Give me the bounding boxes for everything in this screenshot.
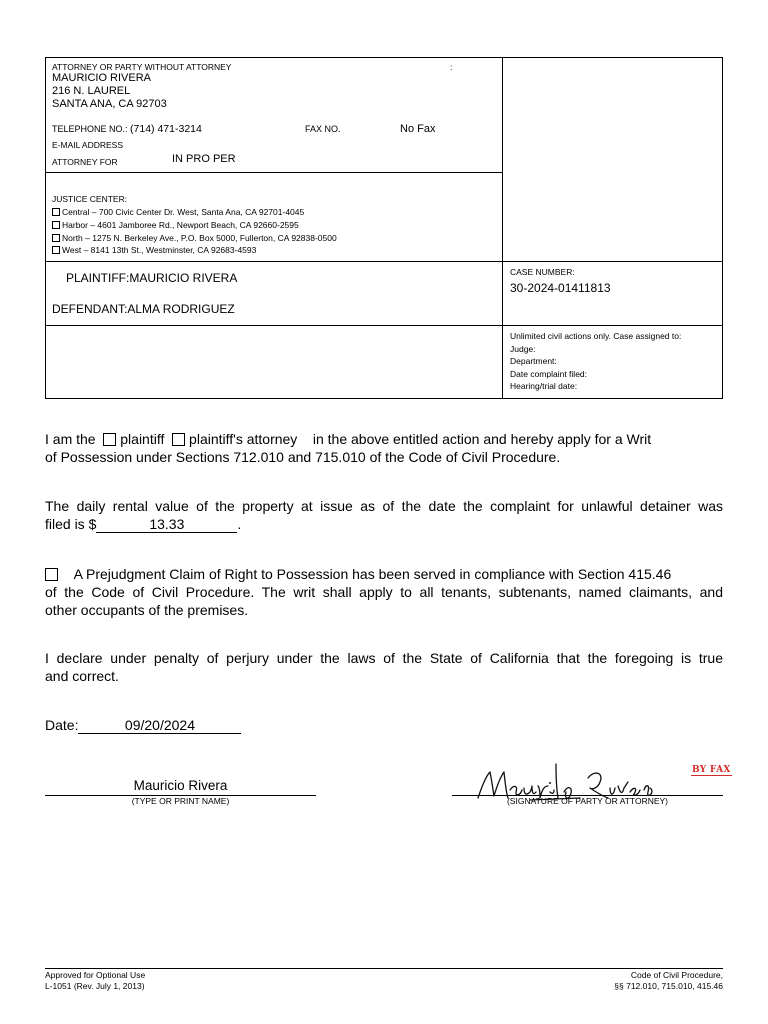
hearing-label: Hearing/trial date: [510, 381, 578, 392]
justice-center-label: JUSTICE CENTER: [52, 194, 128, 204]
paragraph-2-line-2: filed is $ 13.33 . [45, 516, 242, 532]
footer-rule [45, 968, 723, 969]
justice-center-list [52, 206, 337, 257]
justice-center-option-harbor[interactable]: Harbor – 4601 Jamboree Rd., Newport Beach, CA 92660-2595 [52, 219, 337, 232]
telephone-label: TELEPHONE NO.: [52, 124, 128, 134]
paragraph-2-line-1: The daily rental value of the property at issue as of the date the complaint for unlawful detainer was [45, 498, 723, 514]
paragraph-4-line-1: I declare under penalty of perjury under the laws of the State of California that the foregoing is true [45, 650, 723, 666]
justice-center-option-west[interactable]: West – 8141 13th St., Westminster, CA 92683-4593 [52, 244, 337, 257]
email-label: E-MAIL ADDRESS [52, 140, 124, 150]
department-label: Department: [510, 356, 557, 367]
plaintiff-checkbox[interactable] [103, 433, 116, 446]
unlimited-note: Unlimited civil actions only. Case assigned to: [510, 331, 682, 341]
attorney-for-label: ATTORNEY FOR [52, 157, 118, 167]
attorney-label-colon: : [450, 62, 453, 72]
date-label: Date: [45, 717, 79, 733]
paragraph-3-line-3: other occupants of the premises. [45, 602, 249, 618]
party-street: 216 N. LAUREL [52, 85, 131, 97]
printed-name: Mauricio Rivera [133, 778, 228, 793]
plaintiff-label: PLAINTIFF: [66, 271, 130, 285]
daily-rental-value-field[interactable]: 13.33 [96, 516, 237, 533]
defendant-value: ALMA RODRIGUEZ [127, 302, 235, 316]
attorney-label: ATTORNEY OR PARTY WITHOUT ATTORNEY [52, 62, 232, 72]
date-complaint-label: Date complaint filed: [510, 368, 588, 379]
checkbox[interactable] [52, 234, 60, 242]
footer-approved: Approved for Optional Use [45, 970, 146, 980]
footer-sections: §§ 712.010, 715.010, 415.46 [614, 981, 723, 991]
handwritten-signature [470, 752, 690, 804]
attorney-for-value: IN PRO PER [172, 153, 236, 165]
plaintiff-row [66, 271, 237, 285]
paragraph-1-line-2: of Possession under Sections 712.010 and 715.010 of the Code of Civil Procedure. [45, 449, 561, 465]
by-fax-stamp: BY FAX [692, 765, 731, 775]
paragraph-3-line-2: of the Code of Civil Procedure. The writ shall apply to all tenants, subtenants, named claimants, and [45, 584, 723, 600]
date-row [45, 716, 241, 734]
defendant-label: DEFENDANT: [52, 302, 128, 316]
print-name-caption: (TYPE OR PRINT NAME) [131, 796, 230, 806]
checkbox[interactable] [52, 221, 60, 229]
plaintiff-value: MAURICIO RIVERA [129, 271, 238, 285]
checkbox[interactable] [52, 208, 60, 216]
party-city: SANTA ANA, CA 92703 [52, 98, 167, 110]
telephone-row [52, 123, 202, 135]
paragraph-1-line-1: I am the plaintiff plaintiff's attorney in the above entitled action and hereby apply for a Writ [45, 431, 652, 447]
justice-center-option-north[interactable]: North – 1275 N. Berkeley Ave., P.O. Box 5000, Fullerton, CA 92838-0500 [52, 232, 337, 245]
fax-value: No Fax [400, 123, 436, 135]
signature-dot [549, 782, 551, 784]
judge-label: Judge: [510, 343, 536, 354]
justice-center-option-central[interactable]: Central – 700 Civic Center Dr. West, Santa Ana, CA 92701-4045 [52, 206, 337, 219]
signature-caption: (SIGNATURE OF PARTY OR ATTORNEY) [506, 796, 669, 806]
date-field[interactable]: 09/20/2024 [78, 717, 241, 734]
case-number-value: 30-2024-01411813 [510, 281, 611, 295]
telephone-value: (714) 471-3214 [130, 123, 202, 135]
plaintiffs-attorney-checkbox[interactable] [172, 433, 185, 446]
prejudgment-claim-checkbox[interactable] [45, 568, 58, 581]
defendant-row [52, 302, 235, 316]
party-name: MAURICIO RIVERA [52, 72, 152, 84]
case-assignment-block [510, 330, 681, 393]
footer-right [614, 970, 723, 992]
footer-code: Code of Civil Procedure, [630, 970, 723, 980]
footer-left [45, 970, 145, 992]
checkbox[interactable] [52, 246, 60, 254]
case-number-label: CASE NUMBER: [510, 267, 575, 277]
paragraph-4-line-2: and correct. [45, 668, 119, 684]
footer-form-number: L-1051 (Rev. July 1, 2013) [45, 981, 145, 991]
paragraph-3-line-1: A Prejudgment Claim of Right to Possession has been served in compliance with Section 415.46 [45, 565, 723, 583]
fax-label: FAX NO. [305, 124, 341, 134]
